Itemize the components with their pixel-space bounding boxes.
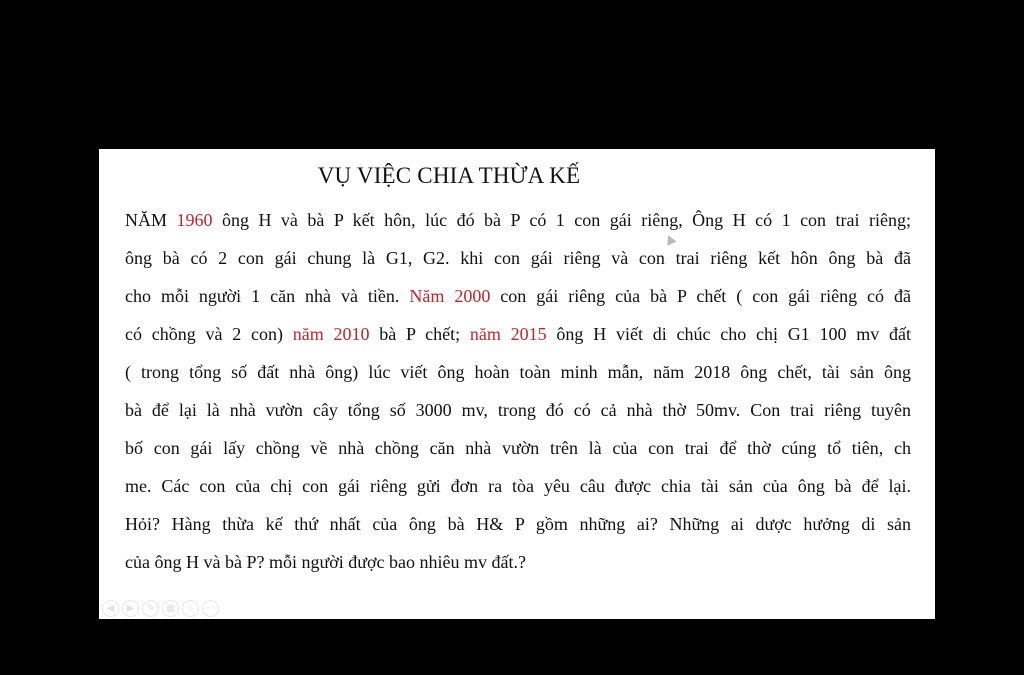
text-segment: bố con gái lấy chồng về nhà chồng căn nhà vườn trên là của con trai để thờ cúng tổ tiên, ch [125, 438, 911, 458]
text-line [125, 353, 911, 391]
more-icon[interactable]: ⋯ [202, 600, 219, 617]
text-line [125, 467, 911, 505]
text-segment: Hỏi? Hàng thừa kế thứ nhất của ông bà H& P gồm những ai? Những ai dược hưởng di sản [125, 514, 911, 534]
text-line [125, 277, 911, 315]
text-segment: cho mỗi người 1 căn nhà và tiền. [125, 286, 410, 306]
slide-body [125, 201, 911, 581]
slide-title: VỤ VIỆC CHIA THỪA KẾ [317, 163, 581, 188]
zoom-icon[interactable]: ⌕ [182, 600, 199, 617]
text-segment: có chồng và 2 con) [125, 324, 293, 344]
text-line [125, 391, 911, 429]
text-line [125, 315, 911, 353]
text-segment: của ông H và bà P? mỗi người được bao nhiêu mv đất.? [125, 552, 526, 572]
highlighted-date: 1960 [176, 210, 213, 230]
grid-icon[interactable]: ▦ [162, 600, 179, 617]
text-line [125, 505, 911, 543]
previous-icon[interactable]: ◀ [102, 600, 119, 617]
text-segment: bà để lại là nhà vườn cây tổng số 3000 mv, trong đó có cả nhà thờ 50mv. Con trai riêng tuyên [125, 400, 911, 420]
text-line [125, 239, 911, 277]
text-line [125, 543, 911, 581]
text-segment: con gái riêng của bà P chết ( con gái riêng có đã [490, 286, 911, 306]
highlighted-date: năm 2010 [292, 324, 370, 344]
pen-icon[interactable]: ✎ [142, 600, 159, 617]
text-line [125, 429, 911, 467]
text-segment: NĂM [125, 210, 177, 230]
slideshow-controls [102, 600, 219, 617]
text-segment: bà P chết; [369, 324, 470, 344]
text-segment: ông bà có 2 con gái chung là G1, G2. khi con gái riêng và con trai riêng kết hôn ông bà đã [125, 248, 911, 268]
highlighted-date: năm 2015 [469, 324, 547, 344]
highlighted-date: Năm 2000 [409, 286, 491, 306]
text-segment: ông H và bà P kết hôn, lúc đó bà P có 1 con gái riêng, Ông H có 1 con trai riêng; [212, 210, 911, 230]
play-icon[interactable]: ▶ [122, 600, 139, 617]
text-line [125, 201, 911, 239]
text-segment: ông H viết di chúc cho chị G1 100 mv đất [546, 324, 912, 344]
slide [99, 149, 935, 619]
text-segment: me. Các con của chị con gái riêng gửi đơn ra tòa yêu câu được chia tài sản của ông bà để lại. [125, 476, 911, 496]
text-segment: ( trong tổng số đất nhà ông) lúc viết ông hoàn toàn minh mẫn, năm 2018 ông chết, tài sản ông [125, 362, 911, 382]
